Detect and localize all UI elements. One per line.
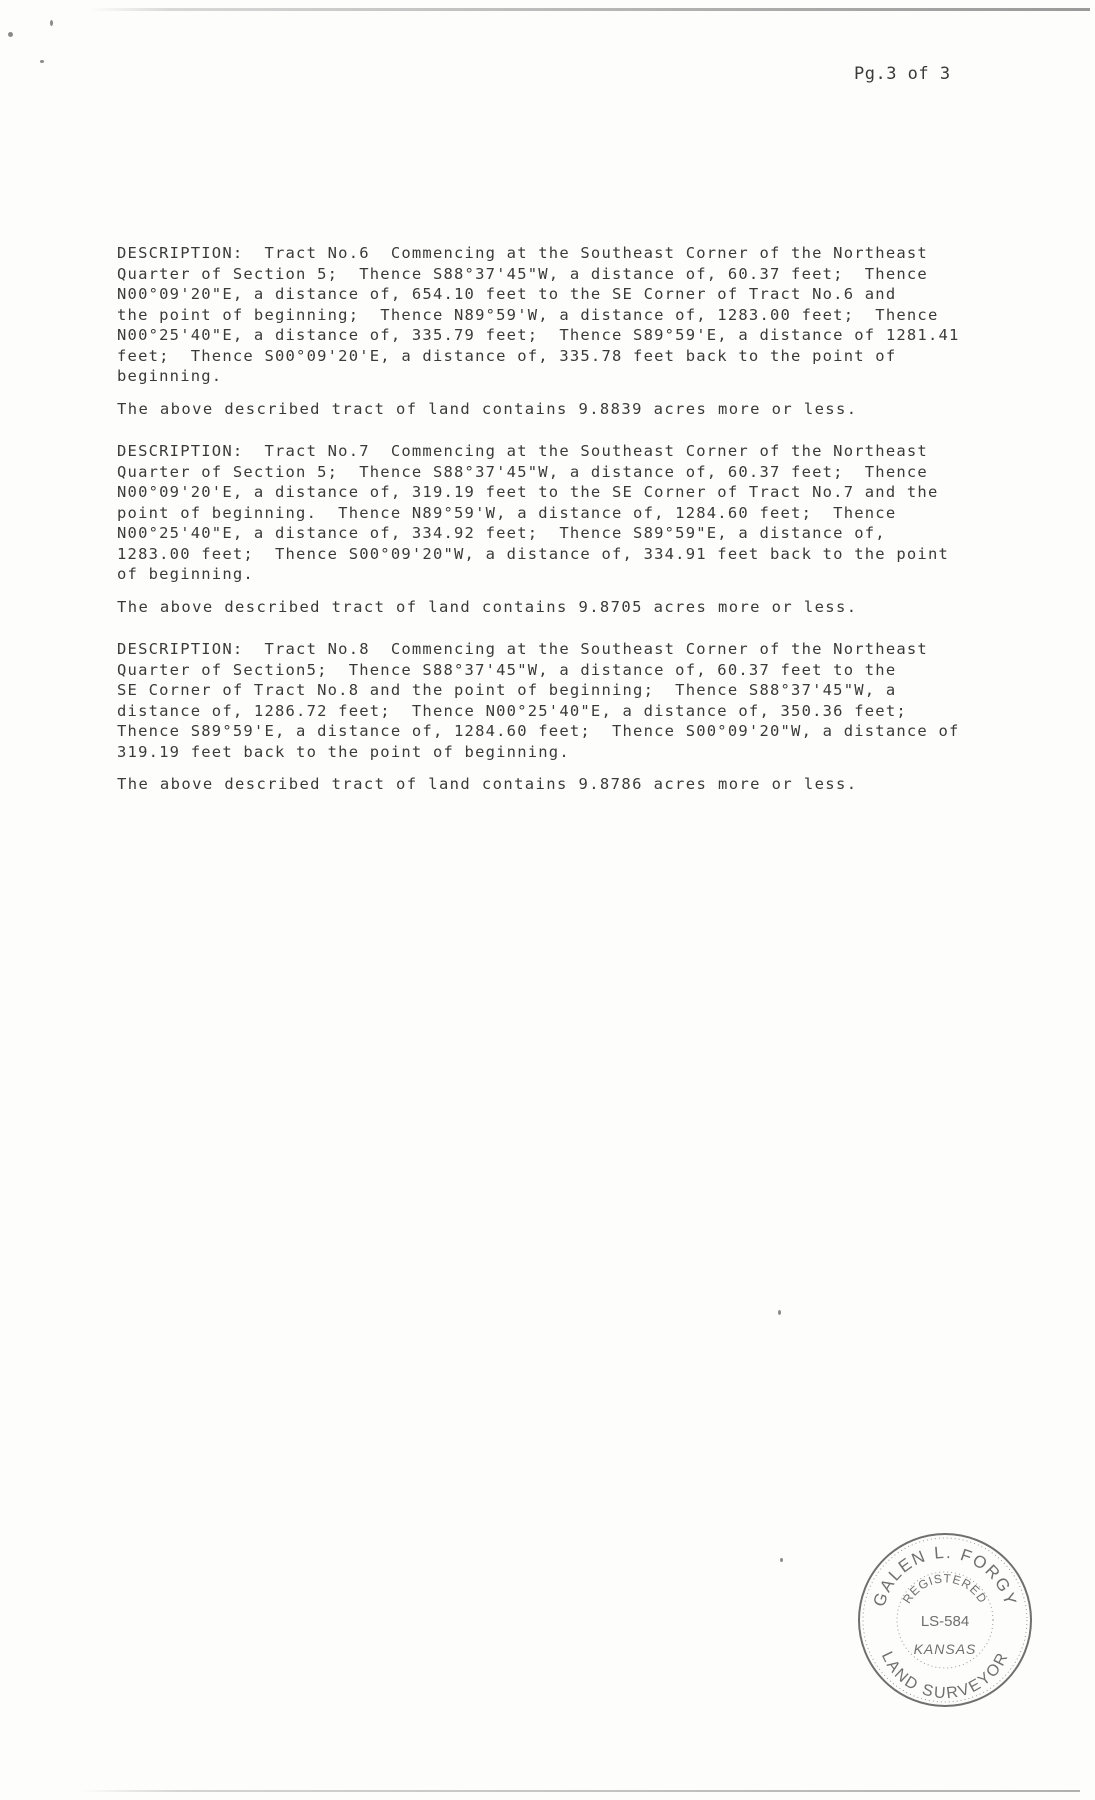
scan-speck (778, 1310, 781, 1315)
tract-6-acres: The above described tract of land contains 9.8839 acres more or less. (117, 399, 858, 418)
tract-6-section (117, 243, 977, 419)
seal-status: REGISTERED (899, 1571, 991, 1607)
scan-edge-bottom (80, 1790, 1080, 1792)
surveyor-seal (855, 1530, 1035, 1710)
seal-name: GALEN L. FORGY (869, 1542, 1021, 1609)
page-number: Pg.3 of 3 (854, 64, 951, 84)
tract-6-description: DESCRIPTION: Tract No.6 Commencing at the Southeast Corner of the Northeast Quarter of Section 5; Thence S88°37'45"W, a distance of, 60.37 feet; Thence N00°09'20"E, a distance of, 654.10 feet to the SE Corner of Tract No.6 and the point of beginning; Thence N89°59'W, a distance of, 1283.00 feet; Thence N00°25'40"E, a distance of, 335.79 feet; Thence S89°59'E, a distance of 1281.41 feet; Thence S00°09'20'E, a distance of, 335.78 feet back to the point of beginning. (117, 244, 960, 385)
tract-7-description: DESCRIPTION: Tract No.7 Commencing at the Southeast Corner of the Northeast Quarter of Section 5; Thence S88°37'45"W, a distance of, 60.37 feet; Thence N00°09'20'E, a distance of, 319.19 feet to the SE Corner of Tract No.7 and the point of beginning. Thence N89°59'W, a distance of, 1284.60 feet; Thence N00°25'40"E, a distance of, 334.92 feet; Thence S89°59"E, a distance of, 1283.00 feet; Thence S00°09'20"W, a distance of, 334.91 feet back to the point of beginning. (117, 442, 950, 583)
tract-7-section (117, 441, 977, 617)
scan-edge-top (90, 8, 1090, 11)
tract-7-acres: The above described tract of land contains 9.8705 acres more or less. (117, 597, 858, 616)
tract-8-section (117, 639, 977, 795)
scan-speck (780, 1558, 783, 1562)
tract-8-description: DESCRIPTION: Tract No.8 Commencing at the Southeast Corner of the Northeast Quarter of Section5; Thence S88°37'45"W, a distance of, 60.37 feet to the SE Corner of Tract No.8 and the point of beginning; Thence S88°37'45"W, a distance of, 1286.72 feet; Thence N00°25'40"E, a distance of, 350.36 feet; Thence S89°59'E, a distance of, 1284.60 feet; Thence S00°09'20"W, a distance of 319.19 feet back to the point of beginning. (117, 640, 960, 761)
seal-license: LS-584 (920, 1613, 970, 1630)
scan-speck (8, 32, 13, 37)
svg-text:REGISTERED (900, 1571, 990, 1606)
scan-speck (40, 60, 44, 63)
tract-8-acres: The above described tract of land contains 9.8786 acres more or less. (117, 775, 858, 793)
seal-title: LAND SURVEYOR (877, 1648, 1013, 1703)
document-body (117, 243, 977, 817)
seal-state: KANSAS (913, 1641, 977, 1657)
scan-speck (50, 20, 53, 26)
